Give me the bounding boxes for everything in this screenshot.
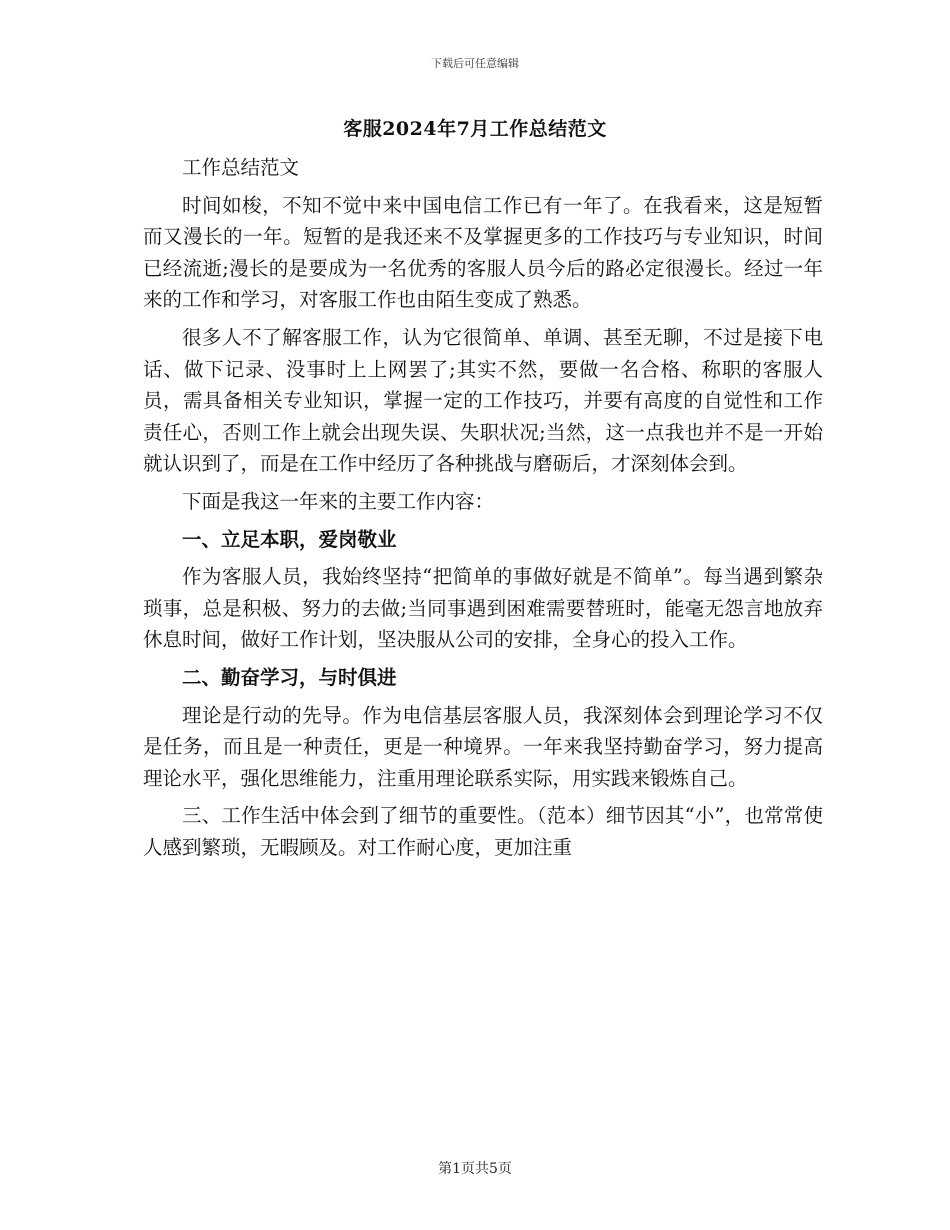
paragraph: 作为客服人员，我始终坚持“把简单的事做好就是不简单”。每当遇到繁杂琐事，总是积极、努力的去做;当同事遇到困难需要替班时，能毫无怨言地放弃休息时间，做好工作计划，坚决服从公司的安排，全身心的投入工作。 (143, 565, 823, 652)
header-note: 下载后可任意编辑 (431, 57, 519, 70)
paragraph: 理论是行动的先导。作为电信基层客服人员，我深刻体会到理论学习不仅是任务，而且是一种责任，更是一种境界。一年来我坚持勤奋学习，努力提高理论水平，强化思维能力，注重用理论联系实际，用实践来锻炼自己。 (143, 703, 823, 790)
section-heading: 一、立足本职，爱岗敬业 (182, 527, 397, 551)
paragraph: 时间如梭，不知不觉中来中国电信工作已有一年了。在我看来，这是短暂而又漫长的一年。短暂的是我还来不及掌握更多的工作技巧与专业知识，时间已经流逝;漫长的是要成为一名优秀的客服人员今后的路必定很漫长。经过一年来的工作和学习，对客服工作也由陌生变成了熟悉。 (143, 193, 823, 312)
paragraph: 工作总结范文 (182, 156, 300, 179)
document-title: 客服2024年7月工作总结范文 (343, 118, 607, 140)
paragraph: 下面是我这一年来的主要工作内容： (182, 489, 495, 513)
document-body (143, 152, 823, 869)
section-heading: 二、勤奋学习，与时俱进 (182, 665, 397, 689)
page-number-footer: 第1页共5页 (438, 1161, 512, 1177)
paragraph: 三、工作生活中体会到了细节的重要性。（范本）细节因其“小”，也常常使人感到繁琐，无暇顾及。对工作耐心度，更加注重 (143, 804, 823, 859)
paragraph: 很多人不了解客服工作，认为它很简单、单调、甚至无聊，不过是接下电话、做下记录、没事时上上网罢了;其实不然，要做一名合格、称职的客服人员，需具备相关专业知识，掌握一定的工作技巧，并要有高度的自觉性和工作责任心，否则工作上就会出现失误、失职状况;当然，这一点我也并不是一开始就认识到了，而是在工作中经历了各种挑战与磨砺后，才深刻体会到。 (143, 325, 823, 476)
